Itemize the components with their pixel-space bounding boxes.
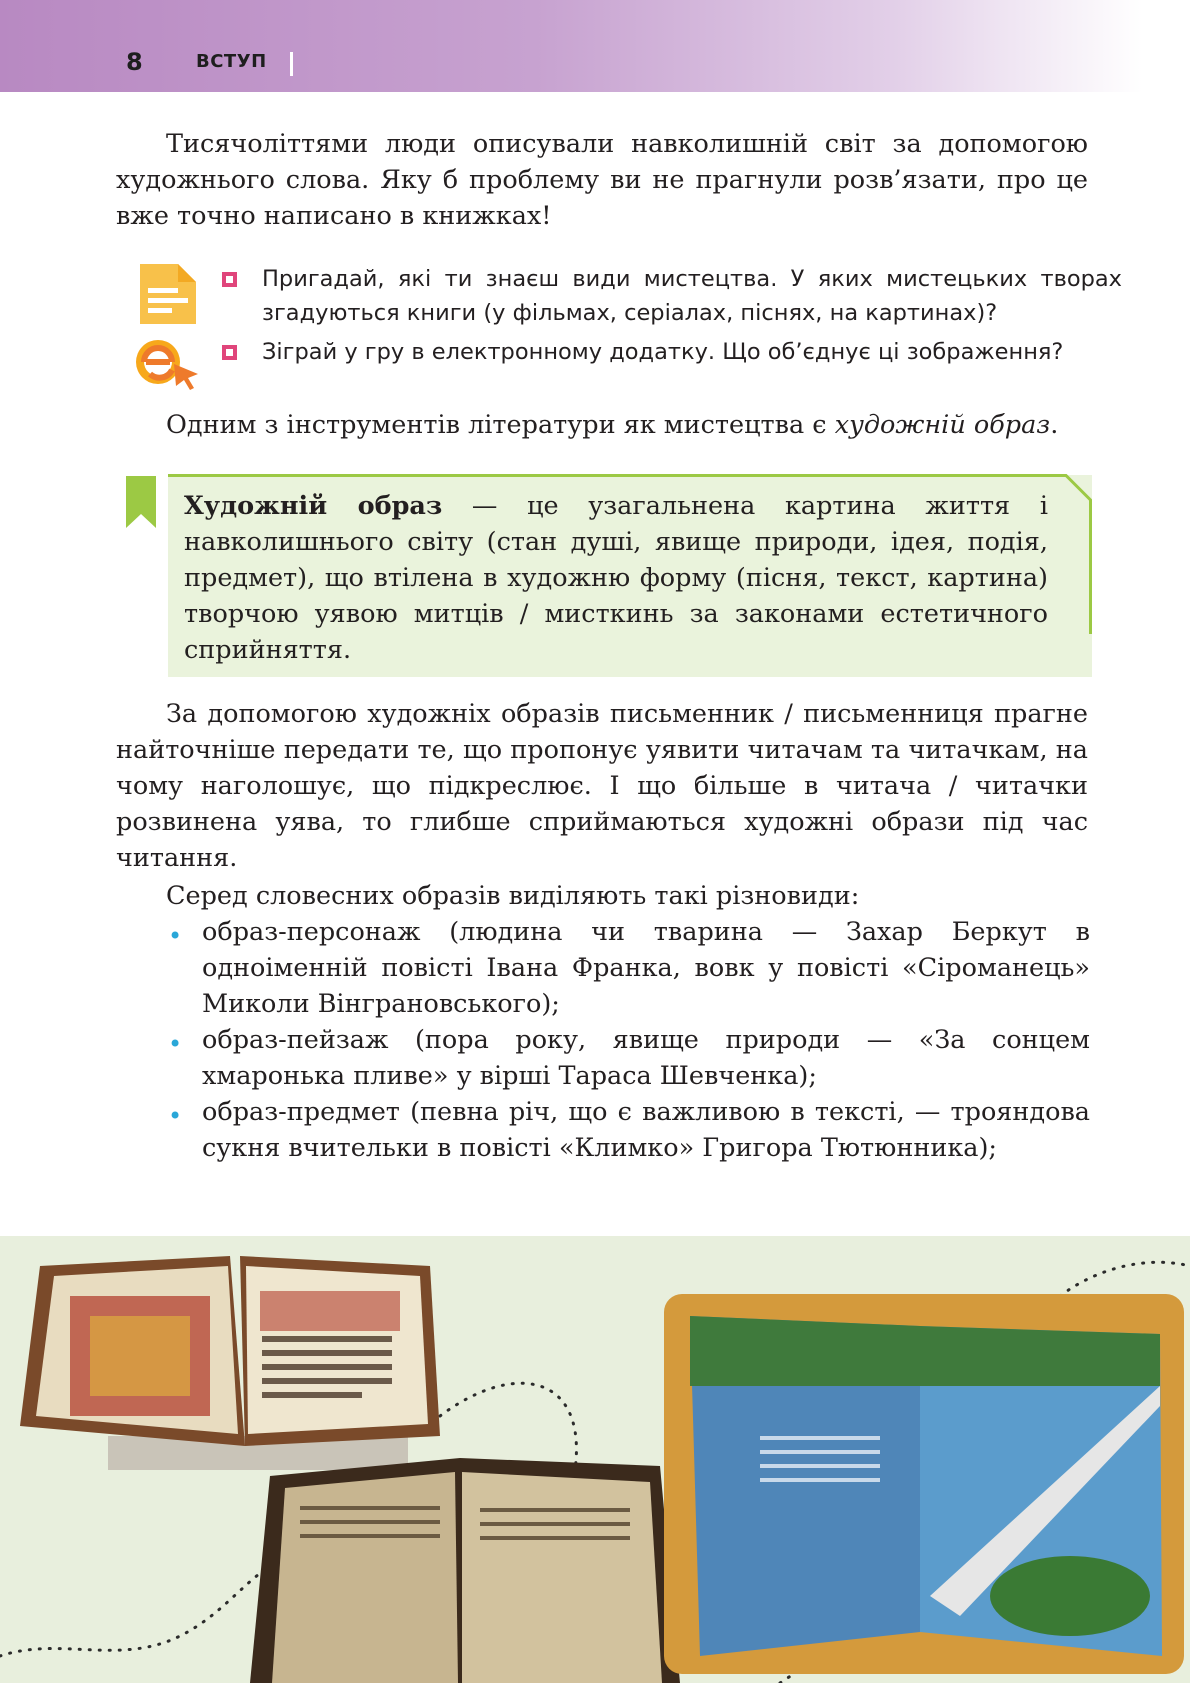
list-item-text: образ-пейзаж (пора року, явище природи — «За сонцем хмаронька пливе» у вірші Тараса Шевченка); [202,1025,1090,1091]
bullet-icon: • [168,1102,183,1130]
old-printed-book-image [250,1458,680,1683]
page-header [0,0,1190,92]
section-title: ВСТУП [196,51,267,72]
definition-term: Художній образ [184,491,443,521]
sentence-prefix: Одним з інструментів літератури як мистецтва є [166,410,835,440]
list-item [166,1022,1090,1094]
e-learning-icon[interactable] [132,334,202,390]
list-intro: Серед словесних образів виділяють такі різновиди: [166,881,860,911]
header-divider [290,52,293,76]
books-illustration [0,1236,1190,1683]
definition-body: — це узагальнена картина життя і навколишнього світу (стан душі, явище природи, ідея, подія, предмет), що втілена в художню форму (пісня, текст, картина) творчою уявою митців / мисткинь за законами естетичного сприйняття. [184,491,1048,665]
task-bullet-icon [222,272,237,287]
list-item-text: образ-персонаж (людина чи тварина — Захар Беркут в одноіменній повісті Івана Франка, вовк у повісті «Сіроманець» Миколи Вінграновського); [202,917,1090,1019]
image-types-list [166,914,1090,1166]
document-icon [136,260,200,328]
intro-paragraph: Тисячоліттями люди описували навколишній світ за допомогою художнього слова. Яку б проблему ви не прагнули розв’язати, про це вже точно написано в книжках! [116,129,1088,231]
bookmark-icon [126,476,156,528]
task-text: Пригадай, які ти знаєш види мистецтва. У яких мистецьких творах згадуються книги (у фільмах, серіалах, піснях, на картинах)? [262,266,1122,326]
task-text: Зіграй у гру в електронному додатку. Що об’єднує ці зображення? [262,339,1064,365]
sentence-term: художній образ [834,410,1051,440]
dotted-line [1060,1262,1190,1296]
list-item-text: образ-предмет (певна річ, що є важливою в тексті, — трояндова сукня вчительки в повісті «Климко» Григора Тютюнника); [202,1097,1090,1163]
paragraph-2: За допомогою художніх образів письменник / письменниця прагне найточніше передати те, що пропонує уявити читачам та читачкам, на чому наголошує, що підкреслює. І що більше в читача / читачки розвинена уява, то глибше сприймаються художні образи під час читання. [116,699,1088,873]
task-bullet-icon [222,345,237,360]
list-item [166,1094,1090,1166]
sentence-suffix: . [1050,410,1059,440]
illustrated-book-image [664,1294,1184,1674]
illuminated-book-image [20,1256,440,1470]
instrument-sentence [166,407,1090,443]
definition-text [184,488,1048,668]
list-item [166,914,1090,1022]
bullet-icon: • [168,1030,183,1058]
page-number: 8 [126,48,143,76]
bullet-icon: • [168,922,183,950]
dotted-line [0,1566,270,1656]
